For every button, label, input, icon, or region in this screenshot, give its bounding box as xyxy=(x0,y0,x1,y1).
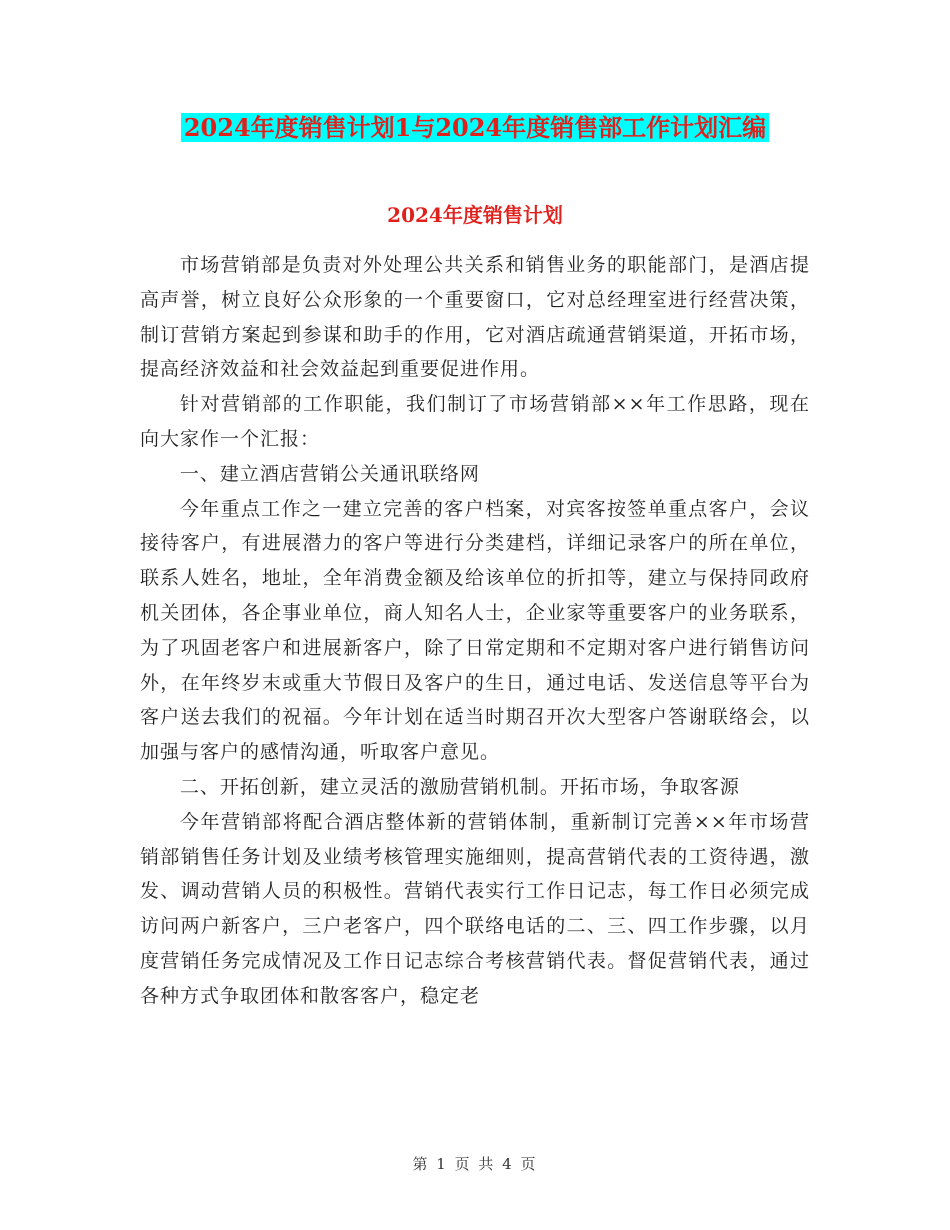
document-title-text: 2024年度销售计划1与2024年度销售部工作计划汇编 xyxy=(181,113,769,142)
paragraph: 今年重点工作之一建立完善的客户档案，对宾客按签单重点客户，会议接待客户，有进展潜力的客户等进行分类建档，详细记录客户的所在单位，联系人姓名，地址，全年消费金额及给该单位的折扣等，建立与保持同政府机关团体，各企事业单位，商人知名人士，企业家等重要客户的业务联系，为了巩固老客户和进展新客户，除了日常定期和不定期对客户进行销售访问外，在年终岁末或重大节假日及客户的生日，通过电话、发送信息等平台为客户送去我们的祝福。今年计划在适当时期召开次大型客户答谢联络会，以加强与客户的感情沟通，听取客户意见。 xyxy=(140,497,810,764)
section-title: 2024年度销售计划 xyxy=(387,203,563,227)
page-number-footer: 第 1 页 共 4 页 xyxy=(412,1155,538,1173)
document-body xyxy=(140,248,810,1014)
section-heading: 二、开拓创新，建立灵活的激励营销机制。开拓市场，争取客源 xyxy=(179,775,740,798)
section-heading: 一、建立酒店营销公关通讯联络网 xyxy=(179,462,480,485)
paragraph: 今年营销部将配合酒店整体新的营销体制，重新制订完善××年市场营销部销售任务计划及业绩考核管理实施细则，提高营销代表的工资待遇，激发、调动营销人员的积极性。营销代表实行工作日记志，每工作日必须完成访问两户新客户，三户老客户，四个联络电话的二、三、四工作步骤，以月度营销任务完成情况及工作日记志综合考核营销代表。督促营销代表，通过各种方式争取团体和散客客户，稳定老 xyxy=(140,810,810,1007)
paragraph: 针对营销部的工作职能，我们制订了市场营销部××年工作思路，现在向大家作一个汇报： xyxy=(140,393,810,450)
paragraph: 市场营销部是负责对外处理公共关系和销售业务的职能部门，是酒店提高声誉，树立良好公众形象的一个重要窗口，它对总经理室进行经营决策，制订营销方案起到参谋和助手的作用，它对酒店疏通营销渠道，开拓市场，提高经济效益和社会效益起到重要促进作用。 xyxy=(140,254,810,381)
document-title xyxy=(0,111,950,145)
